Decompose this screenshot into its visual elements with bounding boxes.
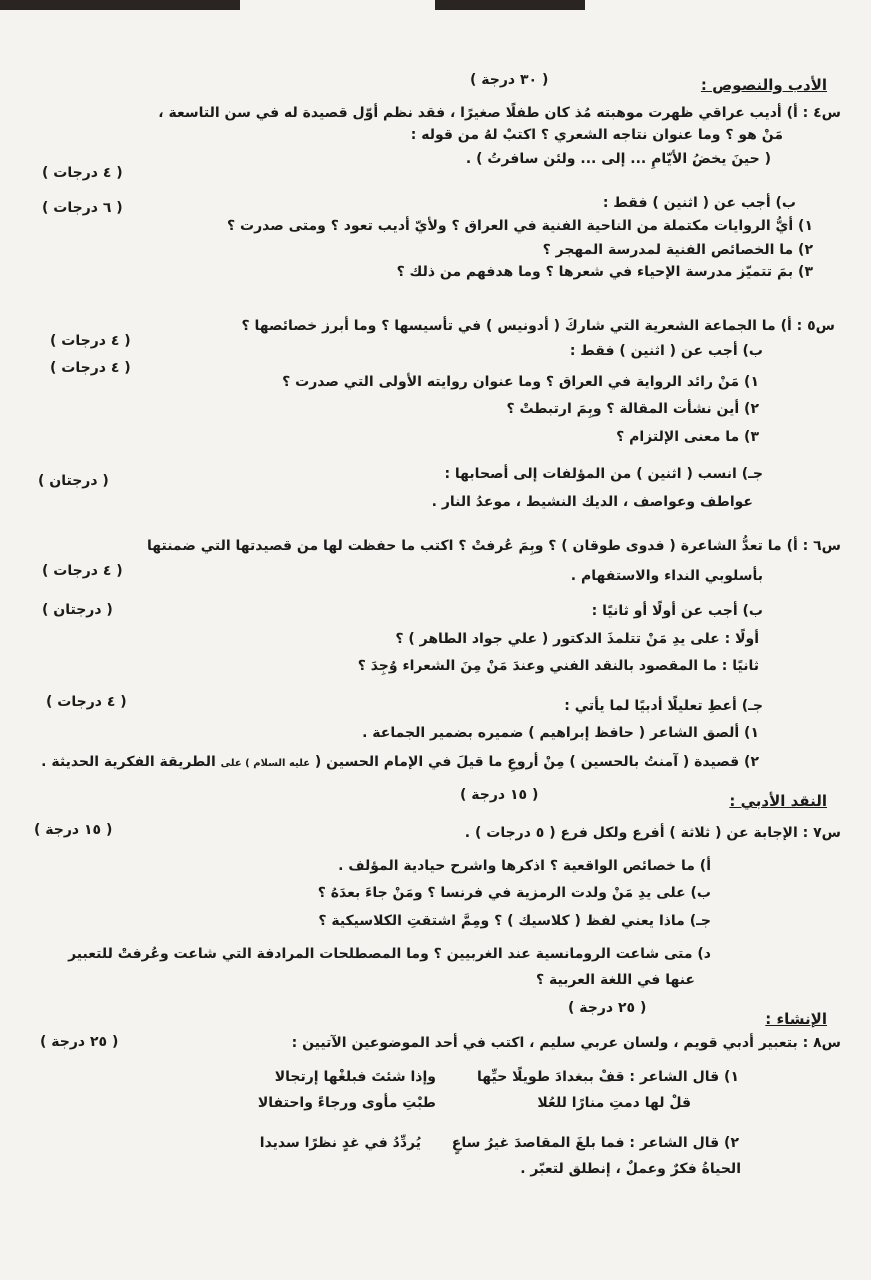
q5-a-points: ( ٤ درجات ) (50, 333, 131, 349)
q7-points: ( ١٥ درجة ) (34, 822, 113, 838)
q6-b-points: ( درجتان ) (42, 602, 113, 618)
section-points-criticism: ( ١٥ درجة ) (460, 787, 539, 803)
q5-b2: ٢) أين نشأت المقالة ؟ وبِمَ ارتبطتْ ؟ (506, 401, 759, 417)
q7-c: جـ) ماذا يعني لفظ ( كلاسيك ) ؟ ومِمَّ اشتقتِ الكلاسيكية ؟ (318, 913, 711, 929)
q7-d-line1: د) متى شاعت الرومانسية عند الغربيين ؟ وما المصطلحات المرادفة التي شاعت وعُرفتْ للتعبير (68, 946, 711, 962)
section-title-composition: الإنشاء : (765, 1010, 827, 1028)
q8-topic1-verse1-first: ١) قال الشاعر : قفْ ببغدادَ طويلًا حيِّها (476, 1069, 739, 1085)
q5-a-line: س٥ : أ) ما الجماعة الشعرية التي شاركَ ( أدونيس ) في تأسيسها ؟ وما أبرز خصائصها ؟ (241, 318, 835, 334)
q5-b3: ٣) ما معنى الإلتزام ؟ (616, 429, 759, 445)
q6-b2: ثانيًا : ما المقصود بالنقد الفني وعندَ مَنْ مِنَ الشعراء وُجِدَ ؟ (357, 658, 759, 674)
q5-b-points: ( ٤ درجات ) (50, 360, 131, 376)
q6-a-points: ( ٤ درجات ) (42, 563, 123, 579)
q6-b-head: ب) أجب عن أولًا أو ثانيًا : (591, 603, 763, 619)
q6-c1: ١) ألصق الشاعر ( حافظ إبراهيم ) ضميره بضمير الجماعة . (362, 725, 759, 741)
q7-d-line2: عنها في اللغة العربية ؟ (535, 972, 695, 988)
q8-topic1-verse1-second: وإذا شئتَ فبلغْها إرتجالا (274, 1069, 436, 1085)
section-title-criticism: النقد الأدبي : (729, 792, 827, 810)
section-title-literature: الأدب والنصوص : (700, 76, 827, 94)
q5-b1: ١) مَنْ رائد الرواية في العراق ؟ وما عنوان روايته الأولى التي صدرت ؟ (282, 374, 759, 390)
q4-b2: ٢) ما الخصائص الفنية لمدرسة المهجر ؟ (542, 242, 813, 258)
q4-b3: ٣) بمَ تتميّز مدرسة الإحياء في شعرها ؟ وما هدفهم من ذلك ؟ (396, 264, 813, 280)
q7-head: س٧ : الإجابة عن ( ثلاثة ) أفرع ولكل فرع ( ٥ درجات ) . (464, 825, 841, 841)
q8-topic2-verse1-second: يُردِّدُ في غدٍ نظرًا سديدا (259, 1135, 421, 1151)
q4-a-points: ( ٤ درجات ) (42, 165, 123, 181)
q6-c2-part-b: الطريقة الفكرية الحديثة . (41, 754, 216, 770)
q6-a-line1: س٦ : أ) ما تعدُّ الشاعرة ( فدوى طوقان ) ؟ وبِمَ عُرفتْ ؟ اكتب ما حفظت لها من قصيدتها التي ضمنتها (147, 538, 841, 554)
q5-c-items: عواطف وعواصف ، الديك النشيط ، موعدُ النار . (431, 494, 753, 510)
q4-a-line3: ( حينَ يخضُ الأيّامِ ... إلى ... ولئن سافرتُ ) . (465, 151, 771, 167)
q4-a-line2: مَنْ هو ؟ وما عنوان نتاجه الشعري ؟ اكتبْ لهُ من قوله : (410, 127, 783, 143)
q5-b-head: ب) أجب عن ( اثنين ) فقط : (569, 343, 763, 359)
q8-topic2-verse1-first: ٢) قال الشاعر : فما بلغَ المقاصدَ غيرُ ساعٍ (451, 1135, 739, 1151)
section-points-composition: ( ٢٥ درجة ) (568, 1000, 647, 1016)
q6-c2 (41, 752, 759, 774)
q4-b-points: ( ٦ درجات ) (42, 200, 123, 216)
q6-c2-part-a: ٢) قصيدة ( آمنتُ بالحسين ) مِنْ أروعِ ما قيلَ في الإمام الحسين ( (314, 754, 759, 770)
q7-b: ب) على يدِ مَنْ ولدت الرمزية في فرنسا ؟ ومَنْ جاءَ بعدَهُ ؟ (317, 885, 711, 901)
q8-head: س٨ : بتعبير أدبي قويم ، ولسان عربي سليم ، اكتب في أحد الموضوعين الآتيين : (291, 1035, 841, 1051)
q5-c-head: جـ) انسب ( اثنين ) من المؤلفات إلى أصحابها : (444, 466, 763, 482)
q6-b1: أولًا : على يدِ مَنْ تتلمذَ الدكتور ( علي جواد الطاهر ) ؟ (395, 631, 759, 647)
q7-a: أ) ما خصائص الواقعية ؟ اذكرها واشرح حيادية المؤلف . (338, 858, 711, 874)
q4-a-line1: س٤ : أ) أديب عراقي ظهرت موهبته مُذ كان طفلًا صغيرًا ، فقد نظم أوّل قصيدة له في سن التاسعة ، (158, 105, 841, 121)
q6-c2-part-small: عليه السلام ) على (220, 758, 311, 769)
q8-topic1-verse2-first: قلْ لها دمتِ منارًا للعُلا (537, 1095, 691, 1111)
q8-topic1-verse2-second: طبْتِ مأوى ورجاءً واحتفالا (257, 1095, 436, 1111)
q6-a-line2: بأسلوبي النداء والاستفهام . (570, 568, 763, 584)
q8-topic2-line2: الحياةُ فكرٌ وعملٌ ، إنطلق لتعبّر . (520, 1161, 741, 1177)
q4-b1: ١) أيُّ الروايات مكتملة من الناحية الفنية في العراق ؟ ولأيّ أديب تعود ؟ ومتى صدرت ؟ (227, 218, 813, 234)
q4-b-head: ب) أجب عن ( اثنين ) فقط : (602, 195, 796, 211)
q6-c-head: جـ) أعطِ تعليلًا أدبيًا لما يأتي : (564, 698, 763, 714)
q8-points: ( ٢٥ درجة ) (40, 1034, 119, 1050)
section-points-literature: ( ٣٠ درجة ) (470, 72, 549, 88)
q5-c-points: ( درجتان ) (38, 473, 109, 489)
q6-c-points: ( ٤ درجات ) (46, 694, 127, 710)
